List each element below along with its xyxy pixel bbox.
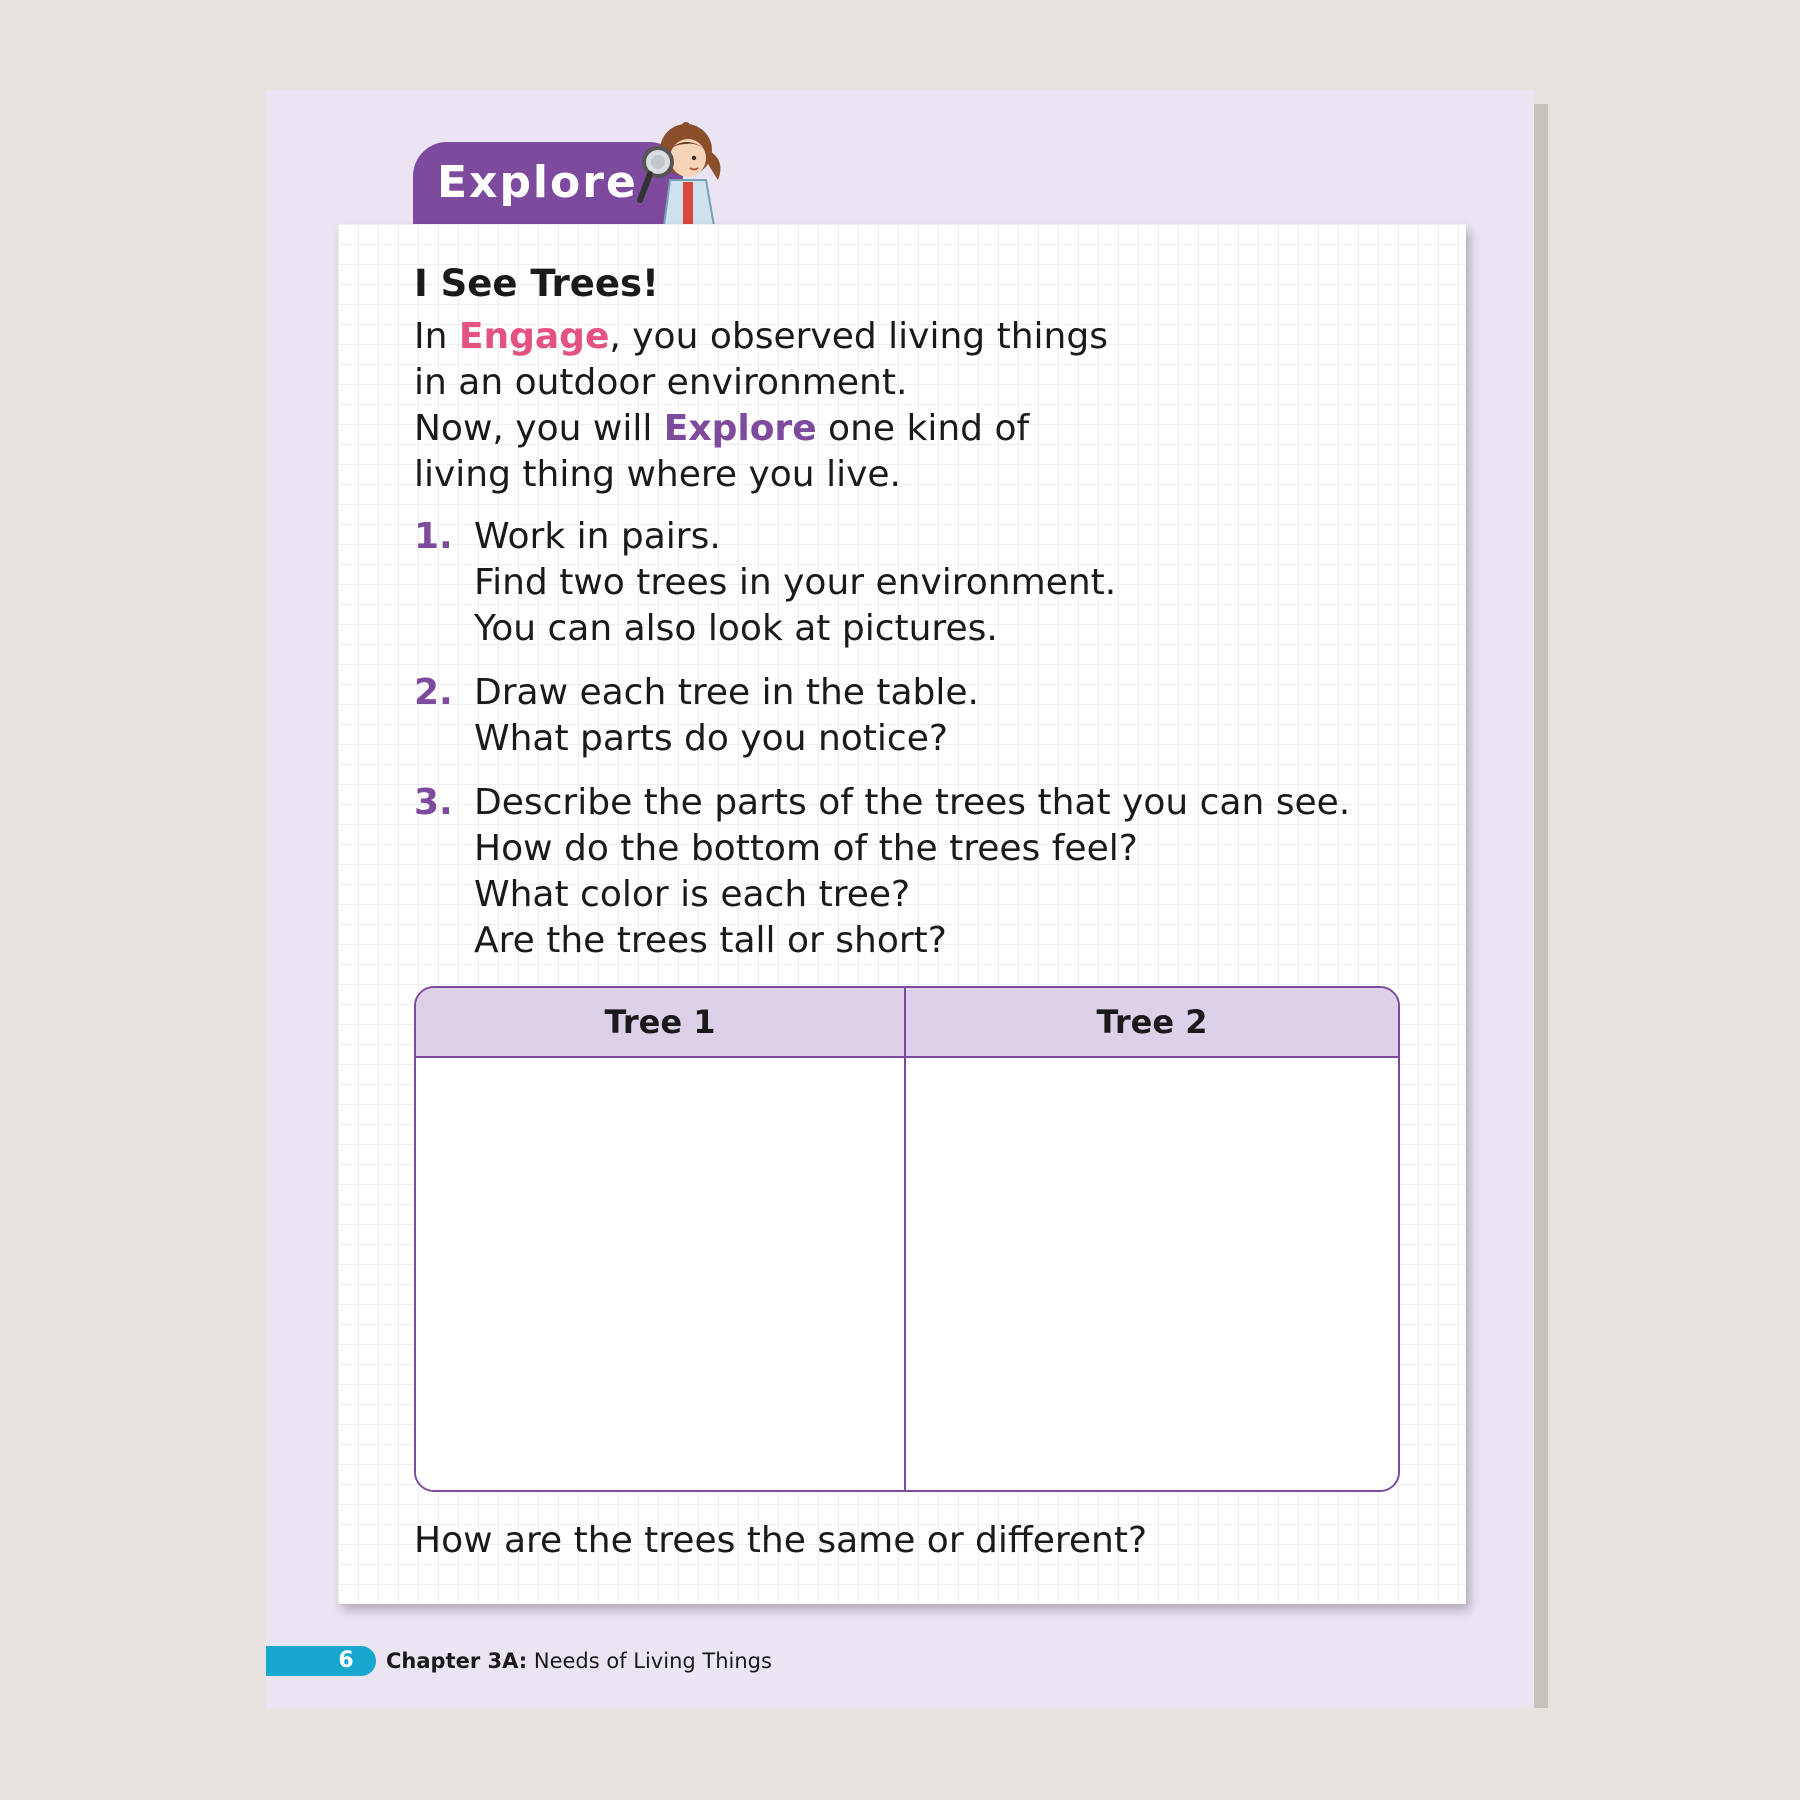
tree-1-drawing-area[interactable] [416,1058,904,1490]
tree-2-header: Tree 2 [906,988,1398,1058]
step-line: Draw each tree in the table. [474,672,980,713]
tree-1-header: Tree 1 [416,988,904,1058]
step-line: How do the bottom of the trees feel? [474,828,1138,869]
step-line: What color is each tree? [474,874,911,915]
explorer-girl-icon [636,120,732,226]
engage-highlight: Engage [458,316,610,357]
step-text [474,780,1350,964]
step-number: 3. [414,782,453,823]
explore-tab-label: Explore [437,157,638,208]
intro-text: , you observed living things [609,316,1108,357]
step-number: 2. [414,672,453,713]
step-text [474,670,979,762]
intro-paragraph [414,314,1108,498]
tree-1-column [416,988,906,1490]
step-line: What parts do you notice? [474,718,948,759]
tree-2-column [906,988,1398,1490]
explore-highlight: Explore [663,408,817,449]
chapter-footer [386,1646,772,1676]
step-item [414,670,1434,762]
step-item [414,780,1434,964]
step-line: You can also look at pictures. [474,608,998,649]
step-line: Work in pairs. [474,516,721,557]
chapter-title: Needs of Living Things [533,1649,772,1673]
step-item [414,514,1434,652]
intro-line-1 [414,314,1108,360]
intro-line-4: living thing where you live. [414,454,901,495]
activity-title: I See Trees! [414,262,659,305]
tree-drawing-table [414,986,1400,1492]
step-number: 1. [414,516,453,557]
step-line: Are the trees tall or short? [474,920,947,961]
intro-line-2: in an outdoor environment. [414,362,908,403]
step-line: Find two trees in your environment. [474,562,1117,603]
intro-text: one kind of [816,408,1030,449]
chapter-label: Chapter 3A: [386,1649,528,1673]
activity-card [338,224,1466,1604]
page-number: 6 [338,1648,354,1673]
step-text [474,514,1116,652]
tree-2-drawing-area[interactable] [906,1058,1398,1490]
step-line: Describe the parts of the trees that you can see. [474,782,1351,823]
steps-list [414,514,1434,982]
comparison-question: How are the trees the same or different? [414,1520,1148,1561]
intro-line-3 [414,406,1108,452]
intro-text: Now, you will [414,408,664,449]
intro-text: In [414,316,459,357]
